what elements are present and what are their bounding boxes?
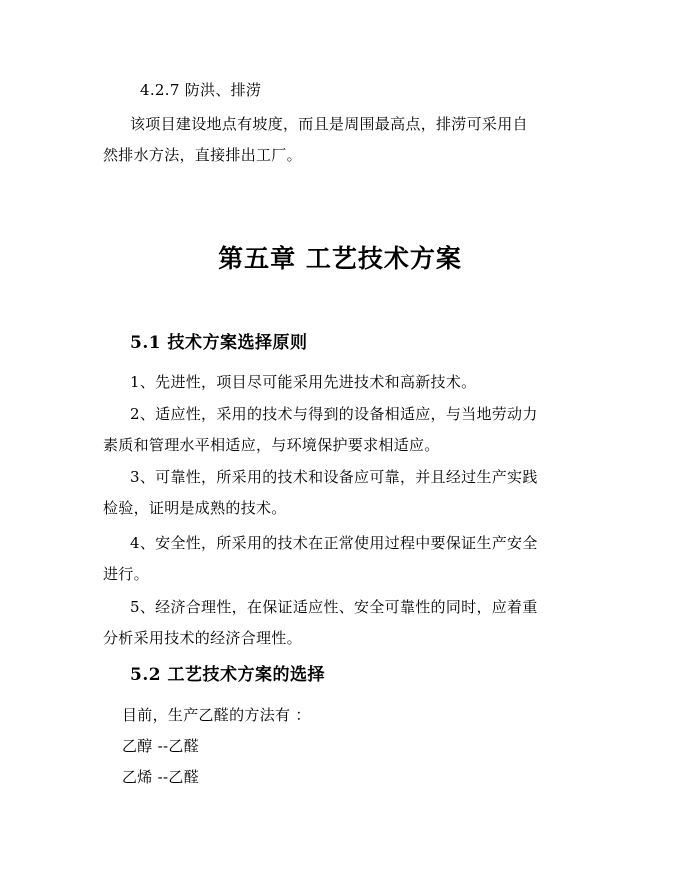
list-item-line: 检验，证明是成熟的技术。 <box>103 499 287 517</box>
paragraph-line: 然排水方法，直接排出工厂。 <box>103 146 302 164</box>
list-item-line: 1、先进性，项目尽可能采用先进技术和高新技术。 <box>130 373 477 391</box>
list-item-line: 5、经济合理性，在保证适应性、安全可靠性的同时，应着重 <box>130 598 538 616</box>
section-heading-5-1: 5.1 技术方案选择原则 <box>130 333 308 353</box>
list-item-line: 2、适应性，采用的技术与得到的设备相适应，与当地劳动力 <box>130 405 538 423</box>
section-heading-4-2-7: 4.2.7 防洪、排涝 <box>140 81 262 99</box>
method-item: 乙烯 --乙醛 <box>122 768 200 786</box>
paragraph-line: 目前，生产乙醛的方法有 ： <box>122 706 311 724</box>
method-item: 乙醇 --乙醛 <box>122 737 200 755</box>
list-item-line: 分析采用技术的经济合理性。 <box>103 629 302 647</box>
section-heading-5-2: 5.2 工艺技术方案的选择 <box>130 665 325 685</box>
list-item-line: 进行。 <box>103 565 149 583</box>
chapter-title: 第五章 工艺技术方案 <box>218 244 462 273</box>
list-item-line: 素质和管理水平相适应，与环境保护要求相适应。 <box>103 436 440 454</box>
paragraph-line: 该项目建设地点有坡度，而且是周围最高点，排涝可采用自 <box>130 115 528 133</box>
list-item-line: 4、安全性，所采用的技术在正常使用过程中要保证生产安全 <box>130 534 538 552</box>
list-item-line: 3、可靠性，所采用的技术和设备应可靠，并且经过生产实践 <box>130 468 538 486</box>
